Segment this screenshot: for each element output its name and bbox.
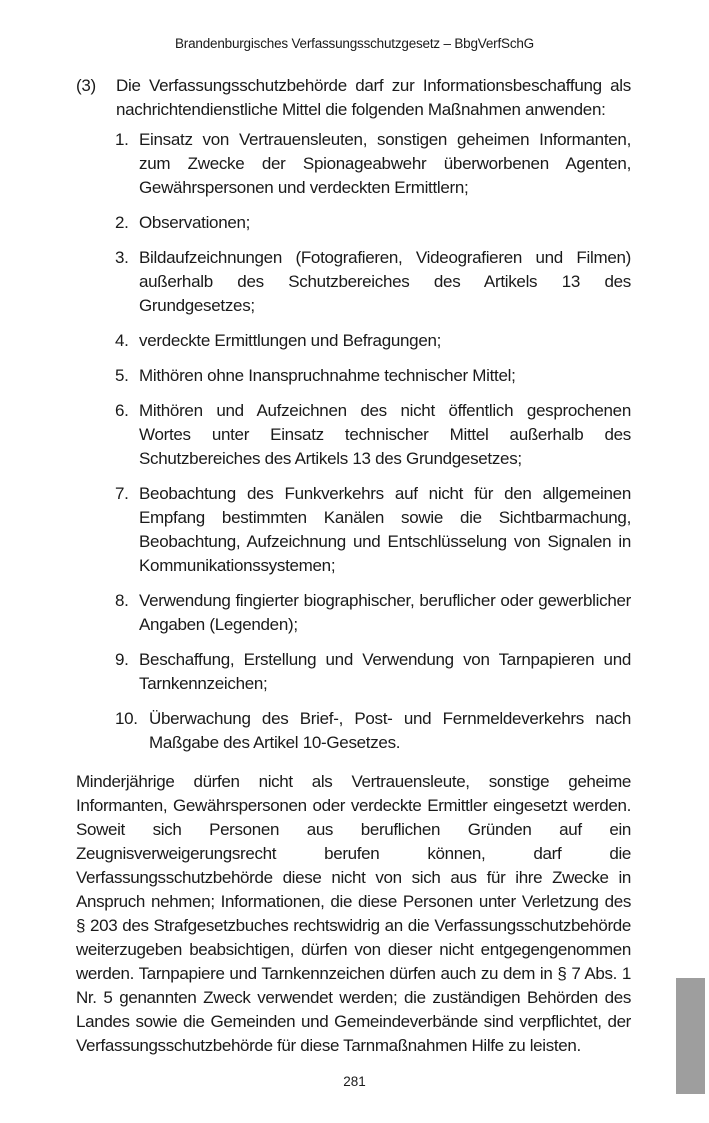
list-item-number: 1. bbox=[115, 130, 129, 149]
list-item bbox=[115, 364, 631, 388]
list-item bbox=[115, 707, 631, 755]
list-item-number: 9. bbox=[115, 650, 129, 669]
list-item-text: Beschaffung, Erstellung und Verwendung von Tarnpapieren und Tarnkennzeichen; bbox=[139, 650, 631, 693]
list-item-number: 5. bbox=[115, 366, 129, 385]
list-item-text: verdeckte Ermittlungen und Befragungen; bbox=[139, 331, 442, 350]
list-item-number: 7. bbox=[115, 484, 129, 503]
list-item-text: Mithören und Aufzeichnen des nicht öffentlich gesprochenen Wortes unter Einsatz technischer Mittel außerhalb des Schutzbereiches des Artikels 13 des Grundgesetzes; bbox=[139, 401, 631, 468]
list-item-text: Mithören ohne Inanspruchnahme technischer Mittel; bbox=[139, 366, 516, 385]
page-number: 281 bbox=[343, 1074, 366, 1089]
list-item-text: Verwendung fingierter biographischer, beruflicher oder gewerblicher Angaben (Legenden); bbox=[139, 591, 631, 634]
list-item-number: 10. bbox=[115, 709, 138, 728]
list-item bbox=[115, 482, 631, 578]
paragraph-text: Die Verfassungsschutzbehörde darf zur Informationsbeschaffung als nachrichtendienstliche Mittel die folgenden Maßnahmen anwenden: bbox=[116, 76, 631, 119]
list-item-text: Bildaufzeichnungen (Fotografieren, Videografieren und Filmen) außerhalb des Schutzbereiches des Artikels 13 des Grundgesetzes; bbox=[139, 248, 631, 315]
list-item-number: 8. bbox=[115, 591, 129, 610]
list-item bbox=[115, 128, 631, 200]
running-header: Brandenburgisches Verfassungsschutzgesetz – BbgVerfSchG bbox=[175, 36, 534, 51]
list-item bbox=[115, 589, 631, 637]
list-item-text: Überwachung des Brief-, Post- und Fernmeldeverkehrs nach Maßgabe des Artikel 10-Gesetzes. bbox=[149, 709, 631, 752]
body-paragraph: Minderjährige dürfen nicht als Vertrauensleute, sonstige geheime Informanten, Gewährspersonen oder verdeckte Ermittler eingesetzt werden. Soweit sich Personen aus beruflichen Gründen auf ein Zeugnisverweigerungsrecht berufen können, darf die Verfassungsschutzbehörde diese nicht von sich aus für ihre Zwecke in Anspruch nehmen; Informationen, die diese Personen unter Verletzung des § 203 des Strafgesetzbuches rechtswidrig an die Verfassungsschutzbehörde weiterzugeben beabsichtigen, dürfen von dieser nicht entgegengenommen werden. Tarnpapiere und Tarnkennzeichen dürfen auch zu dem in § 7 Abs. 1 Nr. 5 genannten Zweck verwendet werden; die zuständigen Behörden des Landes sowie die Gemeinden und Gemeindeverbände sind verpflichtet, der Verfassungsschutzbehörde für diese Tarnmaßnahmen Hilfe zu leisten. bbox=[76, 772, 631, 1055]
list-item bbox=[115, 399, 631, 471]
measures-list bbox=[115, 128, 631, 766]
list-item-text: Beobachtung des Funkverkehrs auf nicht für den allgemeinen Empfang bestimmten Kanälen sowie die Sichtbarmachung, Beobachtung, Aufzeichnung und Entschlüsselung von Signalen in Kommunikationssystemen; bbox=[139, 484, 631, 575]
list-item-text: Observationen; bbox=[139, 213, 251, 232]
list-item-number: 6. bbox=[115, 401, 129, 420]
list-item bbox=[115, 648, 631, 696]
paragraph-3 bbox=[76, 74, 631, 122]
list-item-text: Einsatz von Vertrauensleuten, sonstigen geheimen Informanten, zum Zwecke der Spionageabwehr überworbenen Agenten, Gewährspersonen und verdeckten Ermittlern; bbox=[139, 130, 631, 197]
list-item-number: 2. bbox=[115, 213, 129, 232]
list-item bbox=[115, 211, 631, 235]
list-item-number: 3. bbox=[115, 248, 129, 267]
list-item bbox=[115, 246, 631, 318]
list-item bbox=[115, 329, 631, 353]
thumb-index-tab bbox=[676, 978, 705, 1094]
paragraph-number: (3) bbox=[76, 76, 96, 95]
list-item-number: 4. bbox=[115, 331, 129, 350]
